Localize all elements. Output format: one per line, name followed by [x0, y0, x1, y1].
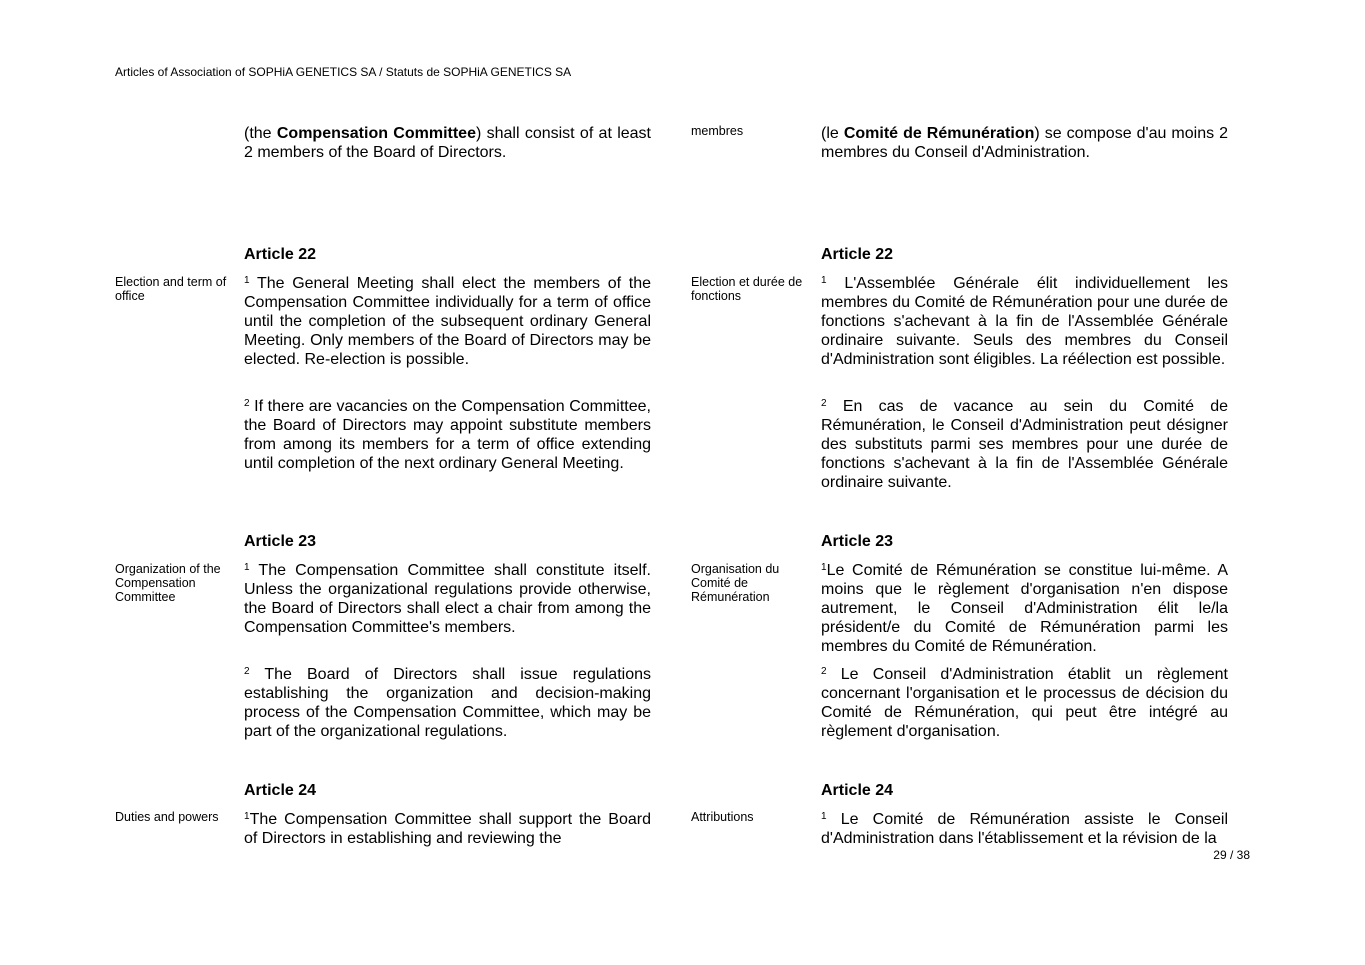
article-24-side-fr: Attributions — [691, 810, 754, 824]
article-24-para1-fr: $^1$ Le Comité de Rémunération assiste le Conseil d'Administration dans l'établissement et la révision de la — [821, 811, 1228, 847]
article-23-para2-fr: $^2$ Le Conseil d'Administration établit un règlement concernant l'organisation et le processus de décision du Comité de Rémunération, qui peut être intégré au règlement d'organisation. — [821, 666, 1228, 740]
article-22-side-en: Election and term of office — [115, 275, 227, 303]
article-22-side-fr: Election et durée de fonctions — [691, 275, 803, 303]
article-23-para1-en: $^1$ The Compensation Committee shall constitute itself. Unless the organizational regulations provide otherwise, the Board of Directors shall elect a chair from among the Compensation Committee's members. — [244, 562, 651, 636]
article-22-title-fr: Article 22 — [821, 246, 894, 263]
article-24-side-en: Duties and powers — [115, 810, 219, 824]
article-22-title-en: Article 22 — [244, 246, 317, 263]
article-23-title-en: Article 23 — [244, 533, 317, 550]
article-22-para2-fr: $^2$ En cas de vacance au sein du Comité de Rémunération, le Conseil d'Administration peut désigner des substituts parmi ses membres pour une durée de fonctions s'achevant à la fin de l'Assemblée Générale ordinaire suivante. — [821, 398, 1229, 491]
article-23-para1-fr: $^1$Le Comité de Rémunération se constitue lui-même. A moins que le règlement d'organisation n'en dispose autrement, le Conseil d'Administration élit le/la président/e du Comité de Rémunération parmi les membres du Comité de Rémunération. — [821, 562, 1228, 655]
page-number: 29 / 38 — [1213, 848, 1250, 862]
intro-en: (the Compensation Committee) shall consist of at least 2 members of the Board of Directors. — [244, 125, 652, 161]
article-24-title-en: Article 24 — [244, 782, 317, 799]
article-24-para1-en: $^1$The Compensation Committee shall support the Board of Directors in establishing and reviewing the — [244, 811, 651, 847]
intro-side-fr: membres — [691, 124, 744, 138]
article-22-para2-en: $^2$ If there are vacancies on the Compensation Committee, the Board of Directors may appoint substitute members from among its members for a term of office extending until completion of the next ordinary General Meeting. — [244, 398, 651, 472]
article-23-side-en: Organization of the Compensation Committee — [115, 562, 221, 604]
intro-fr: (le Comité de Rémunération) se compose d'au moins 2 membres du Conseil d'Administration. — [821, 125, 1229, 161]
article-24-title-fr: Article 24 — [821, 782, 894, 799]
article-23-para2-en: $^2$ The Board of Directors shall issue regulations establishing the organization and decision-making process of the Compensation Committee, which may be part of the organizational regulations. — [244, 666, 651, 740]
article-22-para1-fr: $^1$ L'Assemblée Générale élit individuellement les membres du Comité de Rémunération pour une durée de fonctions s'achevant à la fin de l'Assemblée Générale ordinaire suivante. Seuls des membres du Conseil d'Administration sont éligibles. La réélection est possible. — [821, 275, 1228, 368]
article-22-para1-en: $^1$ The General Meeting shall elect the members of the Compensation Committee individually for a term of office until the completion of the subsequent ordinary General Meeting. Only members of the Board of Directors may be elected. Re-election is possible. — [244, 275, 652, 368]
article-23-side-fr: Organisation du Comité de Rémunération — [691, 562, 780, 604]
running-header: Articles of Association of SOPHiA GENETICS SA / Statuts de SOPHiA GENETICS SA — [115, 65, 572, 79]
article-23-title-fr: Article 23 — [821, 533, 894, 550]
